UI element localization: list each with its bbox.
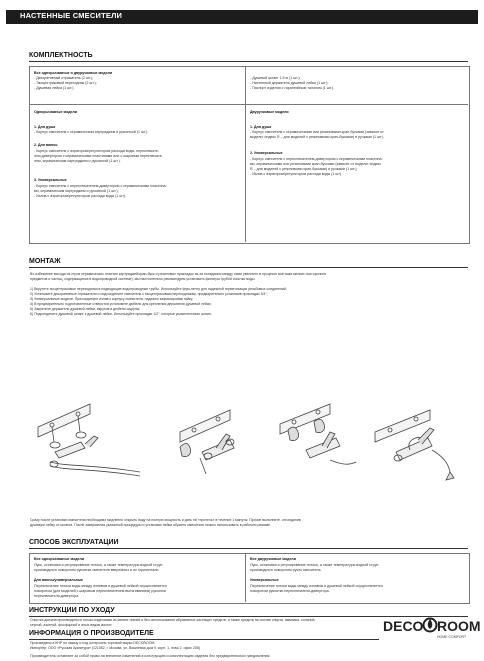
montazh-intro-line: Во избежание выхода из строя керамических пластин картриджей/кран-букс и резиновых прокладок из-за попадания между ними увеличен в процессе монтажа мелких посторонних — [30, 272, 327, 276]
sposob-left-line: производится поворотом рукоятки смесителя вверх/вниз и по горизонтали. — [34, 568, 160, 572]
double-universal-title: 2. Универсальные — [250, 151, 283, 155]
proizv-note: Производитель оставляет за собой право на внесение изменений в конструкцию и комплектацию изделия без предварительного уведомления. — [30, 654, 271, 658]
double-universal-line: - Излив с аэратором/регулятором расхода воды (1 шт). — [250, 172, 343, 176]
section-rule — [29, 639, 379, 640]
sposob-left-line: поворотом (для моделей с шаровым переключателем вытягиванием) рукоятки — [34, 589, 166, 593]
double-universal-line: R – для моделей с резиновыми кран-буксами) и ручками (1 шт.); — [250, 167, 358, 171]
double-universal-line: ми, керамическими или резиновыми кран-буксами (зависит от модели: индекс — [250, 162, 382, 166]
double-shower-line: - Корпус смесителя с керамическими или резиновыми кран-буксами (зависит от — [250, 130, 384, 134]
all-models-title: Все однорычажные и двуручковые модели — [34, 71, 113, 75]
diagram-figure-4 — [375, 410, 454, 480]
section-title-proizv: ИНФОРМАЦИЯ О ПРОИЗВОДИТЕЛЕ — [29, 630, 154, 637]
sposob-right-line: Переключение потока воды между изливом и душевой лейкой осуществляется — [250, 584, 383, 588]
section-title-sposob: СПОСОБ ЭКСПЛУАТАЦИИ — [29, 539, 119, 546]
montazh-step: 1) Вкрутите эксцентриковые переходники в подводящие водопроводные трубы. Используйте фум-ленту для надежной герметизации резьбовых соединений; — [30, 287, 287, 291]
section-rule — [29, 267, 468, 268]
single-universal-title: 3. Универсальные — [34, 178, 67, 182]
section-title-komplektnost: КОМПЛЕКТНОСТЬ — [29, 52, 93, 59]
water-drop-icon — [428, 619, 433, 629]
ukhod-text — [30, 618, 380, 628]
header-title: НАСТЕННЫЕ СМЕСИТЕЛИ — [20, 11, 123, 20]
montazh-after — [30, 518, 470, 528]
section-rule — [29, 61, 468, 62]
montazh-intro-line: предметов и частиц, содержащихся в водопроводной системе), мы настоятельно рекомендуем установить фильтры грубой очистки воды. — [30, 277, 256, 281]
proizv-text — [30, 641, 380, 651]
sposob-left-line: Переключение потока воды между изливом и душевой лейкой осуществляется — [34, 584, 167, 588]
logo-room-text: ROOM — [437, 618, 481, 634]
sposob-right-title: Все двуручковые модели — [250, 557, 296, 561]
header-bar — [6, 10, 478, 24]
proizv-line: Произведено в КНР по заказу и под контролем торговой марки DECOROOM — [30, 641, 155, 645]
single-universal-line: - Корпус смесителя с переключателем-дивертором с керамическими пластина- — [34, 184, 167, 188]
komplektnost-vdivider — [245, 67, 246, 242]
sposob-right-line: производится поворотом ручек смесителя. — [250, 568, 322, 572]
single-bath-title: 2. Для ванны — [34, 143, 58, 147]
double-shower-line: модели: индекс R – для моделей с резиновыми кран-буксами) и ручками (1 шт.). — [250, 135, 385, 139]
single-universal-line: ми, керамическим картриджем и рукояткой (1 шт.); — [34, 189, 119, 193]
section-rule — [29, 548, 468, 549]
montazh-step: 5) Закрепите держатель душевой лейки, вкрутив в дюбели шурупы; — [30, 307, 141, 311]
single-bath-line: - Корпус смесителя с аэратором/регулятором расхода воды, переключате- — [34, 149, 160, 153]
all-left-line: - Декоративный отражатель (2 шт.); — [34, 76, 94, 80]
montazh-steps — [30, 287, 470, 317]
sposob-right-line: поворотом рукоятки переключателя-дивертора. — [250, 589, 330, 593]
montazh-after-line: Сразу после установки смесителя необходимо медленно открыть воду на полную мощность и дать ей «протечь» в течение 1 минуты. Прочие выполните, отсоединив — [30, 518, 301, 522]
single-universal-line: - Излив с аэратором/регулятором расхода воды (1 шт). — [34, 194, 127, 198]
all-left-line: - Эксцентриковый переходник (2 шт.); — [34, 81, 97, 85]
single-bath-line: лем-дивертором с керамическими пластинами или с шаровым переключате- — [34, 154, 163, 158]
double-shower-title: 1. Для душа — [250, 125, 272, 129]
montazh-step: 6) Подсоедините душевой шланг к душевой лейке. Используйте прокладки 1/2", которые укомплектован шланг. — [30, 312, 212, 316]
diagram-figure-3 — [280, 404, 356, 464]
sposob-left-title-2: Для ванны/универсальные — [34, 578, 84, 582]
logo-subtitle: HOME COMFORT — [437, 635, 467, 639]
single-shower-title: 1. Для душа — [34, 125, 56, 129]
komplektnost-hdivider — [30, 104, 468, 105]
montazh-after-line: душевую лейку от шланга. После завершения указанной процедуры и установки лейки обратно смеситель можно использовать в рабочем режиме. — [30, 523, 271, 527]
sposob-right-title-2: Универсальные — [250, 578, 279, 582]
diagram-figure-1 — [38, 404, 140, 476]
sposob-vdivider — [245, 554, 246, 602]
sposob-left-line: Пуск, остановка и регулирование потока, а также температуры водной струи — [34, 563, 163, 567]
all-right-line: - Паспорт изделия с гарантийным талоном (1 шт.). — [250, 86, 335, 90]
proizv-line: Импортёр: ООО «Русская Арматура» (121552, г. Москва, ул. Вишневая дом 9, корп. 1, этаж 2, офис 208) — [30, 646, 200, 650]
section-title-ukhod: ИНСТРУКЦИИ ПО УХОДУ — [29, 607, 115, 614]
double-universal-line: - Корпус смесителя с переключателем-дивертором с керамическими пластина- — [250, 157, 383, 161]
double-models-title: Двуручковые модели — [250, 110, 289, 114]
logo-deco-text: DECO — [383, 618, 424, 634]
single-models-title: Однорычажные модели — [34, 110, 78, 114]
diagram-figure-2 — [180, 410, 234, 474]
single-bath-line: лем, керамическим картриджем и рукояткой (1 шт.). — [34, 159, 121, 163]
all-right-line: - Душевой шланг 1,5 м (1 шт.); — [250, 76, 301, 80]
single-shower-line: - Корпус смесителя с керамическим картриджем и рукояткой (1 шт.). — [34, 130, 149, 134]
ukhod-line: Очистка должна производиться только изделиями из мягких тканей и без использования абразивных чистящих средств, а также средств на основе спирта, аммиака, соляной, — [30, 618, 316, 622]
installation-diagram — [30, 392, 470, 510]
decoroom-logo — [383, 611, 481, 641]
all-left-line: - Душевая лейка (1 шт.). — [34, 86, 75, 90]
montazh-step: 3) Универсальные модели. Присоедините излив к корпусу смесителя, надежно зафиксировав гайку; — [30, 297, 194, 301]
montazh-intro — [30, 272, 470, 282]
ukhod-line: серной, азотной, фосфорной и иных видов кислот. — [30, 623, 113, 627]
all-right-line: - Настенный держатель душевой лейки (1 шт.); — [250, 81, 329, 85]
sposob-left-line: переключателя-дивертора. — [34, 594, 80, 598]
sposob-right-line: Пуск, остановка и регулирование потока, а также температуры водной струи — [250, 563, 379, 567]
sposob-left-title: Все однорычажные модели — [34, 557, 85, 561]
section-title-montazh: МОНТАЖ — [29, 258, 61, 265]
montazh-step: 4) В предварительно подготовленные отверстия установите дюбели для крепления держателя душевой лейки; — [30, 302, 212, 306]
montazh-step: 2) Установите декоративные отражатели и подсоедините смеситель к эксцентриковым переходникам, предварительно установив прокладки 3/4"; — [30, 292, 268, 296]
